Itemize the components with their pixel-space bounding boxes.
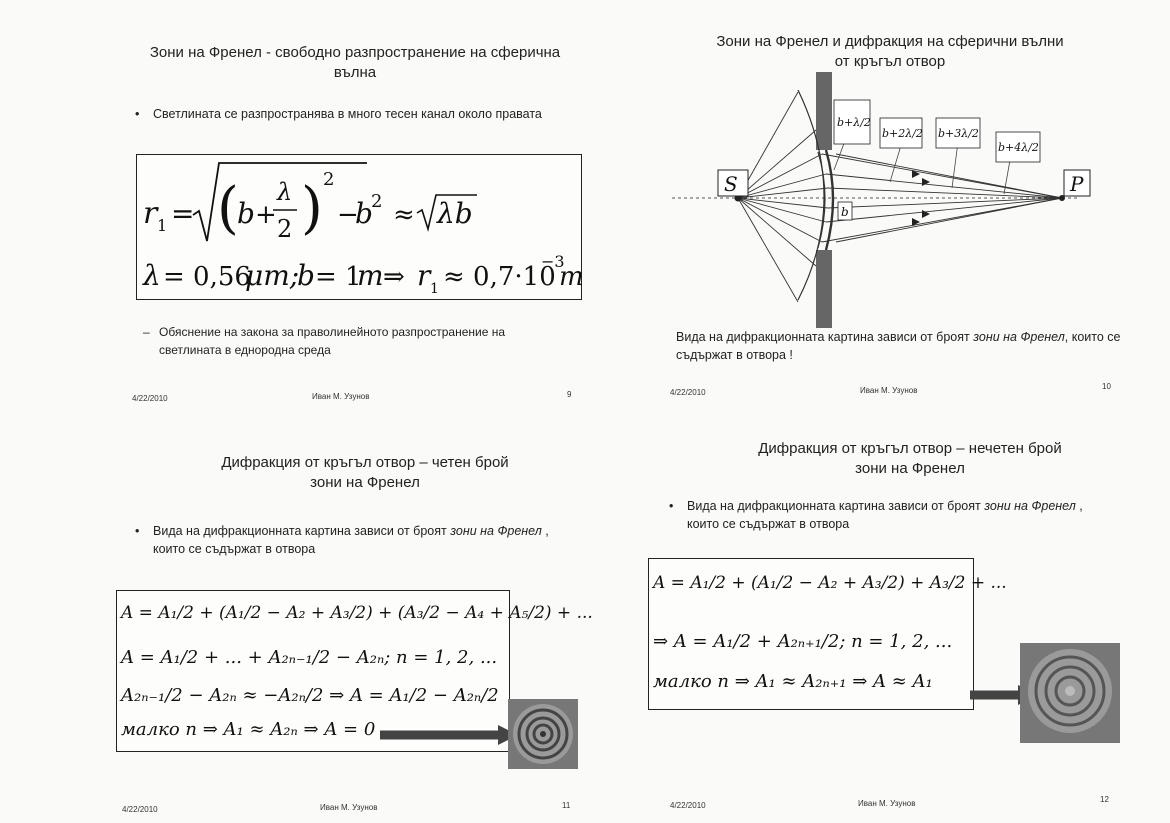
svg-text:λ: λ (277, 178, 293, 206)
sub-bullet-dash: – (143, 325, 150, 339)
odd-zone-pattern (970, 643, 1170, 743)
bullet-text (669, 497, 1087, 533)
footer-page: 12 (1100, 795, 1109, 804)
svg-text:−3: −3 (541, 252, 565, 271)
svg-text:−: − (337, 200, 359, 230)
formula-render (137, 155, 584, 299)
caption-emphasis: зони на Френел (973, 330, 1065, 344)
formula-line-3: малко n ⇒ A₁ ≈ A₂ₙ₊₁ ⇒ A ≈ A₁ (653, 671, 933, 692)
footer-author: Иван М. Узунов (860, 386, 918, 395)
formula-line-3: A₂ₙ₋₁/2 − A₂ₙ ≈ −A₂ₙ/2 ⇒ A = A₁/2 − A₂ₙ/2 (121, 685, 499, 706)
bullet-emphasis: зони на Френел (450, 524, 542, 538)
sub-bullet-label: Обяснение на закона за праволинейното разпространение на светлината в еднородна среда (159, 325, 506, 357)
formula-line-4: малко n ⇒ A₁ ≈ A₂ₙ ⇒ A = 0 (121, 719, 376, 740)
svg-text:μm;: μm; (245, 259, 300, 292)
footer-page: 10 (1102, 382, 1111, 391)
bullet-label-end: , които се съдържат в отвора (687, 499, 1083, 531)
svg-text:): ) (301, 176, 323, 241)
svg-text:b: b (237, 197, 255, 230)
svg-text:= 0,56: = 0,56 (163, 262, 251, 292)
footer-date: 4/22/2010 (670, 388, 706, 397)
slide-12 (590, 415, 1150, 810)
svg-text:λb: λb (437, 197, 473, 230)
bullet-label: Вида на дифракционната картина зависи от броят (153, 524, 451, 538)
bullet-label: Светлината се разпространява в много тесен канал около правата (153, 107, 542, 121)
label-zone-3: b+3λ/2 (938, 127, 979, 140)
even-zone-pattern (380, 695, 580, 775)
slide-title: Дифракция от кръгъл отвор – четен брой зони на Френел (221, 454, 509, 491)
bullet-dot: • (669, 499, 674, 513)
sub-bullet (143, 323, 569, 359)
label-S: S (724, 172, 738, 196)
label-b: b (841, 205, 849, 219)
bullet-label-end: , които се съдържат в отвора (153, 524, 549, 556)
formula-line-1: A = A₁/2 + (A₁/2 − A₂ + A₃/2) + A₃/2 + ... (653, 573, 1007, 593)
svg-text:1: 1 (430, 281, 439, 297)
svg-text:b: b (297, 259, 315, 292)
label-zone-2: b+2λ/2 (882, 127, 923, 140)
footer-date: 4/22/2010 (132, 394, 168, 403)
bullet-text (135, 522, 553, 558)
formula-line-1: A = A₁/2 + (A₁/2 − A₂ + A₃/2) + (A₃/2 − A₄ + A₅/2) + ... (121, 603, 593, 623)
footer-date: 4/22/2010 (670, 801, 706, 810)
diagram-caption (676, 328, 1126, 364)
bullet-emphasis: зони на Френел (984, 499, 1076, 513)
svg-text:+: + (255, 200, 277, 230)
bullet-dot: • (135, 107, 140, 121)
svg-text:r: r (417, 259, 431, 292)
svg-text:=: = (171, 197, 195, 230)
bullet-dot: • (135, 524, 140, 538)
formula-box (648, 558, 1007, 710)
slide-9 (20, 20, 584, 415)
svg-text:2: 2 (277, 215, 293, 243)
svg-text:m: m (559, 262, 584, 292)
svg-text:2: 2 (371, 191, 383, 212)
slide-title: Дифракция от кръгъл отвор – нечетен брой зони на Френел (758, 440, 1062, 477)
footer-author: Иван М. Узунов (312, 392, 370, 401)
slide-11 (10, 425, 593, 820)
caption-text-end: , които се съдържат в отвора ! (676, 330, 1121, 362)
footer-page: 9 (567, 390, 572, 399)
svg-text:m: m (357, 259, 384, 292)
svg-text:⇒: ⇒ (383, 262, 405, 292)
svg-text:r: r (143, 196, 158, 231)
footer-author: Иван М. Узунов (858, 799, 916, 808)
footer-date: 4/22/2010 (122, 805, 158, 814)
svg-text:≈: ≈ (393, 200, 415, 230)
slide-10 (590, 10, 1150, 405)
slide-title: Зони на Френел и дифракция на сферични вълни от кръгъл отвор (716, 33, 1064, 70)
bullet-label: Вида на дифракционната картина зависи от броят (687, 499, 985, 513)
label-zone-1: b+λ/2 (837, 116, 871, 129)
formula-line-2: ⇒ A = A₁/2 + A₂ₙ₊₁/2; n = 1, 2, ... (653, 631, 953, 652)
slide-title: Зони на Френел - свободно разпространение на сферична вълна (149, 44, 561, 81)
caption-text: Вида на дифракционната картина зависи от броят (676, 330, 974, 344)
svg-text:2: 2 (323, 169, 335, 190)
footer-page: 11 (562, 801, 571, 810)
formula-line-2: A = A₁/2 + ... + A₂ₙ₋₁/2 − A₂ₙ; n = 1, 2, ... (121, 647, 498, 668)
footer-author: Иван М. Узунов (320, 803, 378, 812)
svg-text:1: 1 (157, 216, 168, 235)
svg-text:= 1: = 1 (315, 262, 362, 292)
svg-text:(: ( (217, 176, 239, 241)
formula-box (136, 154, 582, 300)
svg-text:≈ 0,7·10: ≈ 0,7·10 (443, 262, 556, 292)
label-zone-4: b+4λ/2 (998, 141, 1039, 154)
bullet-text (135, 105, 573, 123)
label-P: P (1070, 172, 1084, 196)
svg-text:λ: λ (143, 259, 161, 292)
svg-text:b: b (355, 197, 373, 230)
